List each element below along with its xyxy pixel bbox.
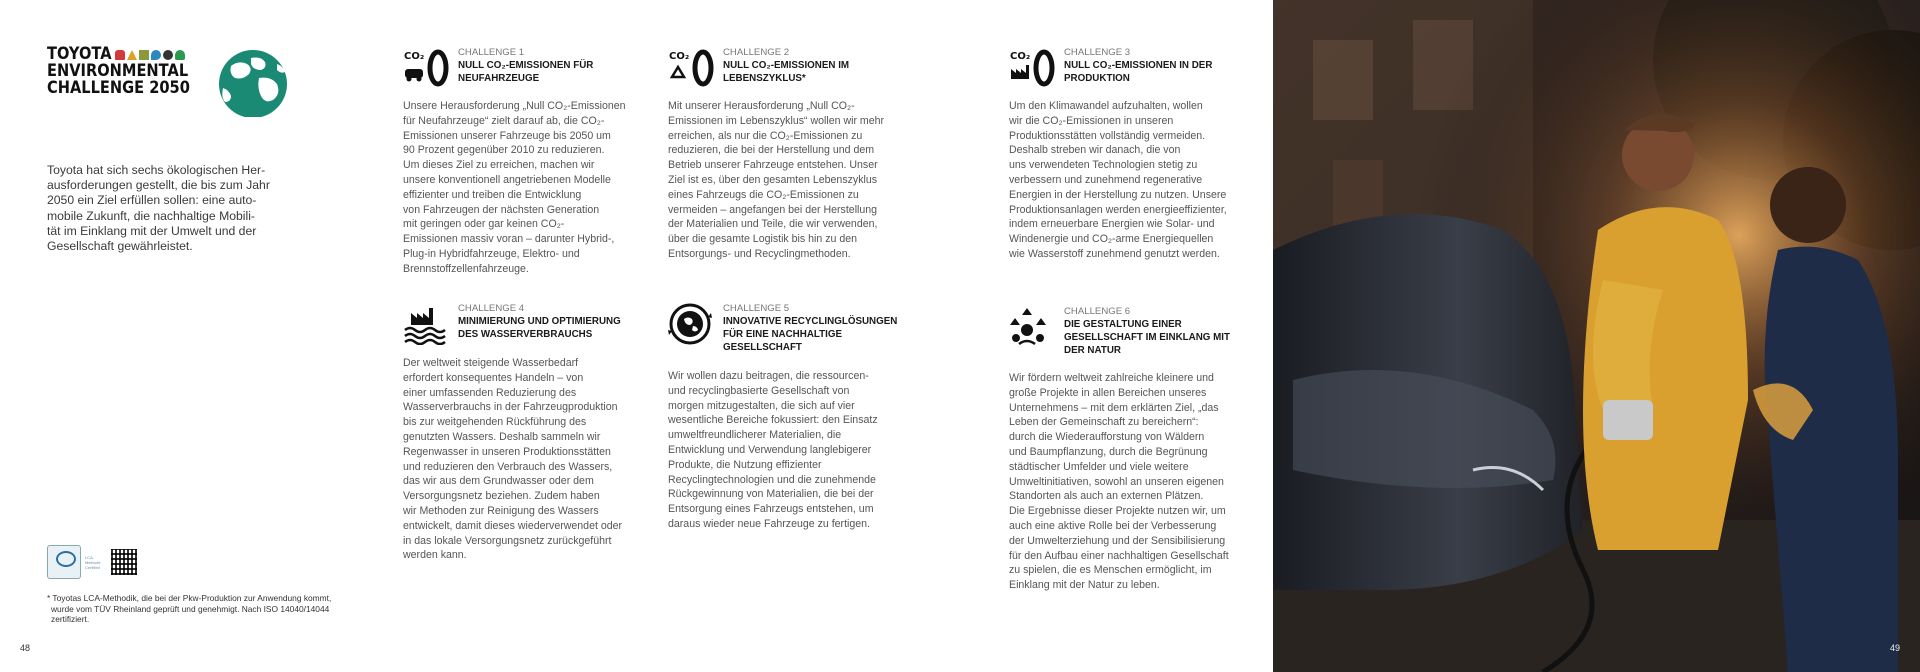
tuv-badge-icon <box>47 545 81 579</box>
challenge-title-line: PRODUKTION <box>1064 73 1130 84</box>
challenge-title-line: MINIMIERUNG UND OPTIMIERUNG <box>458 316 621 327</box>
challenge-body <box>668 99 884 262</box>
body-line: von Fahrzeugen der nächsten Generation <box>403 203 600 216</box>
intro-line: 2050 ein Ziel erfüllen sollen: eine auto- <box>47 193 257 208</box>
body-line: Produkte, die Nutzung effizienter <box>668 458 822 471</box>
body-line: umweltfreundlicherer Materialien, die <box>668 429 842 442</box>
toyota-environmental-challenge-logo <box>47 46 303 120</box>
body-line: und recyclingbasierte Gesellschaft von <box>668 384 850 397</box>
logo-line-3: CHALLENGE 2050 <box>47 78 190 98</box>
body-line: Unternehmens – mit dem erklärten Ziel, „das <box>1009 401 1219 414</box>
challenge-title-line: DES WASSERVERBRAUCHS <box>458 329 593 340</box>
challenge-title-line: INNOVATIVE RECYCLINGLÖSUNGEN <box>723 316 898 327</box>
challenge-label: CHALLENGE 6 <box>1064 306 1131 317</box>
body-line: in das lokale Versorgungsnetz zurückgeführt <box>403 534 612 547</box>
body-line: uns verwendeten Technologien stetig zu <box>1009 159 1198 172</box>
challenge-title <box>723 59 849 85</box>
body-line: wie Wasserstoff zunehmend genutzt werden. <box>1009 247 1220 260</box>
challenge-body <box>1009 371 1229 593</box>
body-line: effizienter und treiben die Entwicklung <box>403 188 582 201</box>
body-line: erfordert konsequentes Handeln – von <box>403 371 584 384</box>
body-line: Energien in der Herstellung zu nutzen. Unsere <box>1009 188 1227 201</box>
body-line: einer umfassenden Reduzierung des <box>403 386 577 399</box>
body-line: Wir wollen dazu beitragen, die ressourcen- <box>668 370 869 382</box>
body-line: entwickelt, damit dieses wiederverwendet oder <box>403 519 623 532</box>
body-line: mit geringen oder gar keinen CO₂- <box>403 218 565 231</box>
challenge-title <box>1064 59 1212 85</box>
body-line: vermeiden – angefangen bei der Herstellung <box>668 203 878 216</box>
girl-jacket <box>1765 247 1898 672</box>
body-line: auch eine aktive Rolle bei der Verbesserung <box>1009 519 1217 532</box>
challenge-title-line: GESELLSCHAFT IM EINKLANG MIT <box>1064 332 1230 343</box>
body-line: wir die CO₂-Emissionen in unseren <box>1009 114 1174 127</box>
svg-text:CO₂: CO₂ <box>404 51 425 62</box>
challenge-title-line: NULL CO₂-EMISSIONEN IN DER <box>1064 60 1213 71</box>
body-line: Wasserverbrauchs in der Fahrzeugproduktion <box>403 401 618 414</box>
globe-recycle-icon <box>668 303 714 345</box>
challenge-title-line: NULL CO₂-EMISSIONEN IM <box>723 60 850 71</box>
body-line: zu spielen, die es Menschen ermöglicht, im <box>1009 564 1212 577</box>
challenge-label: CHALLENGE 5 <box>723 303 790 314</box>
body-line: Rückgewinnung von Materialien, die bei der <box>668 488 874 501</box>
body-line: Entsorgung eines Fahrzeugs entstehen, um <box>668 503 874 516</box>
body-line: indem erneuerbare Energien wie Solar- und <box>1009 218 1215 231</box>
intro-line: Toyota hat sich sechs ökologischen Her- <box>47 163 266 177</box>
body-line: Mit unserer Herausforderung „Null CO₂- <box>668 100 855 112</box>
qr-code-icon <box>111 549 137 575</box>
footnote-line: zertifiziert. <box>51 614 90 624</box>
photo-page <box>1273 0 1920 672</box>
challenge-title <box>723 315 897 354</box>
challenge-body <box>668 369 878 532</box>
recycle-mini-icon <box>163 50 173 60</box>
body-line: über die gesamte Logistik bis hin zu den <box>668 233 858 246</box>
body-line: Brennstoffzellenfahrzeuge. <box>403 262 529 275</box>
body-line: Ziel ist es, über den gesamten Lebenszyklus <box>668 173 878 186</box>
svg-text:CO₂: CO₂ <box>669 51 690 62</box>
girl-head <box>1770 167 1846 243</box>
footnote <box>47 593 387 625</box>
challenge-title-line: GESELLSCHAFT <box>723 342 802 353</box>
body-line: verbessern und zunehmend regenerative <box>1009 173 1203 186</box>
body-line: Einklang mit der Natur zu leben. <box>1009 579 1160 592</box>
logo-mini-icons <box>115 50 185 60</box>
globe-icon <box>203 48 303 120</box>
body-line: Entwicklung und Verwendung langlebigerer <box>668 443 872 456</box>
challenge-label: CHALLENGE 4 <box>458 303 525 314</box>
body-line: Unsere Herausforderung „Null CO₂-Emissionen <box>403 100 626 112</box>
body-line: Wir fördern weltweit zahlreiche kleinere und <box>1009 372 1214 384</box>
body-line: durch die Wiederaufforstung von Wäldern <box>1009 431 1205 444</box>
body-line: reduzieren, die bei der Herstellung und dem <box>668 144 875 157</box>
challenge-body <box>403 99 626 277</box>
factory-mini-icon <box>139 50 149 60</box>
challenge-title-line: FÜR EINE NACHHALTIGE <box>723 329 843 340</box>
challenge-title <box>1064 318 1230 357</box>
body-line: Um den Klimawandel aufzuhalten, wollen <box>1009 100 1203 112</box>
challenge-title-line: DER NATUR <box>1064 345 1121 356</box>
body-line: Standorten als auch an externen Plätzen. <box>1009 490 1204 503</box>
body-line: Um dieses Ziel zu erreichen, machen wir <box>403 159 595 172</box>
tree-mini-icon <box>175 50 185 60</box>
body-line: wesentliche Bereiche fokussiert: den Einsatz <box>668 414 878 427</box>
water-mini-icon <box>151 50 161 60</box>
intro-line: mobile Zukunft, die nachhaltige Mobili- <box>47 208 255 223</box>
body-line: Leben der Gemeinschaft zu bereichern“: <box>1009 416 1199 429</box>
challenge-title-line: LEBENSZYKLUS* <box>723 73 806 84</box>
co2-zero-recycle-icon <box>668 47 714 89</box>
body-line: Emissionen im Lebenszyklus“ wollen wir mehr <box>668 114 885 127</box>
body-line: und Baumpflanzung, durch die Begrünung <box>1009 445 1208 458</box>
logo-line-2: ENVIRONMENTAL <box>47 61 189 81</box>
footnote-line: * Toyotas LCA-Methodik, die bei der Pkw-Produktion zur Anwendung kommt, <box>47 593 332 603</box>
body-line: Betrieb unserer Fahrzeuge entstehen. Unser <box>668 159 878 172</box>
body-line: Plug-in Hybridfahrzeuge, Elektro- und <box>403 247 580 260</box>
challenge-title-line: DIE GESTALTUNG EINER <box>1064 319 1182 330</box>
challenge-label: CHALLENGE 3 <box>1064 47 1131 58</box>
car-charging-photo <box>1273 0 1920 672</box>
body-line: Entsorgungs- und Recyclingmethoden. <box>668 247 851 260</box>
body-line: der Umwelterziehung und der Sensibilisierung <box>1009 534 1226 547</box>
challenge-body <box>403 356 622 563</box>
challenge-label: CHALLENGE 2 <box>723 47 790 58</box>
challenge-title-line: NULL CO₂-EMISSIONEN FÜR <box>458 60 594 71</box>
page-number-right: 49 <box>1889 643 1900 653</box>
body-line: Emissionen unserer Fahrzeuge bis 2050 um <box>403 129 611 142</box>
charger-plug <box>1603 400 1653 440</box>
body-line: der Materialien und Teile, die wir verwenden, <box>668 218 878 231</box>
body-line: werden kann. <box>403 549 467 562</box>
footnote-line: wurde vom TÜV Rheinland geprüft und genehmigt. Nach ISO 14040/14044 <box>51 603 330 614</box>
body-line: Produktionsanlagen werden energieeffizienter, <box>1009 203 1227 216</box>
body-line: städtischer Umfelder und viele weitere <box>1009 460 1189 473</box>
body-line: Windenergie und CO₂-arme Energiequellen <box>1009 233 1214 246</box>
intro-line: Gesellschaft gewährleistet. <box>47 239 193 254</box>
intro-line: ausforderungen gestellt, die bis zum Jahr <box>47 178 270 193</box>
body-line: das wir aus dem Grundwasser oder dem <box>403 475 594 488</box>
body-line: genutzten Wassers. Deshalb sammeln wir <box>403 430 601 443</box>
body-line: Umweltinitiativen, sowohl an unseren eigenen <box>1009 475 1224 488</box>
body-line: Emissionen massiv voran – darunter Hybrid-, <box>403 233 615 246</box>
body-line: bis zur weitgehenden Rückführung des <box>403 416 587 429</box>
svg-text:CO₂: CO₂ <box>1010 51 1031 62</box>
page-number-left: 48 <box>20 643 31 653</box>
intro-paragraph <box>47 163 297 254</box>
body-line: für den Aufbau einer nachhaltigen Gesellschaft <box>1009 549 1229 562</box>
body-line: Produktionsstätten vollständig vermeiden. <box>1009 129 1206 142</box>
water-factory-icon <box>403 303 449 345</box>
co2-zero-factory-icon <box>1009 47 1055 89</box>
body-line: daraus wieder neue Fahrzeuge zu fertigen. <box>668 517 870 530</box>
challenge-body <box>1009 99 1227 262</box>
body-line: große Projekte in allen Bereichen unseres <box>1009 386 1207 399</box>
body-line: und reduzieren den Verbrauch des Wassers, <box>403 460 613 473</box>
tuv-certification <box>47 545 143 579</box>
challenge-label: CHALLENGE 1 <box>458 47 525 58</box>
body-line: 90 Prozent gegenüber 2010 zu reduzieren. <box>403 144 605 157</box>
body-line: Regenwasser in unseren Produktionsstätten <box>403 445 611 458</box>
body-line: erreichen, als nur die CO₂-Emissionen zu <box>668 129 863 142</box>
co2-zero-car-icon <box>403 47 449 89</box>
body-line: Der weltweit steigende Wasserbedarf <box>403 357 579 369</box>
body-line: morgen mitzugestalten, die sich auf vier <box>668 399 855 412</box>
challenge-title <box>458 315 621 341</box>
body-line: eines Fahrzeugs die CO₂-Emissionen zu <box>668 188 859 201</box>
body-line: für Neufahrzeuge“ zielt darauf ab, die CO₂- <box>403 114 605 127</box>
body-line: Die Ergebnisse dieser Projekte nutzen wir, um <box>1009 505 1226 518</box>
body-line: unsere konventionell angetriebenen Modelle <box>403 173 611 186</box>
challenge-title <box>458 59 593 85</box>
triangle-mini-icon <box>127 50 137 60</box>
body-line: Recyclingtechnologien und die zunehmende <box>668 473 876 486</box>
challenge-title-line: NEUFAHRZEUGE <box>458 73 540 84</box>
logo-line-1: TOYOTA <box>47 44 112 64</box>
nature-society-icon <box>1009 306 1055 348</box>
body-line: wir Methoden zur Reinigung des Wassers <box>403 504 599 517</box>
cert-text: LCA-Methode Certified <box>85 554 101 570</box>
body-line: Versorgungsnetz beziehen. Zudem haben <box>403 490 600 503</box>
car-mini-icon <box>115 50 125 60</box>
intro-line: tät im Einklang mit der Umwelt und der <box>47 223 257 238</box>
body-line: Deshalb streben wir danach, die von <box>1009 144 1181 157</box>
